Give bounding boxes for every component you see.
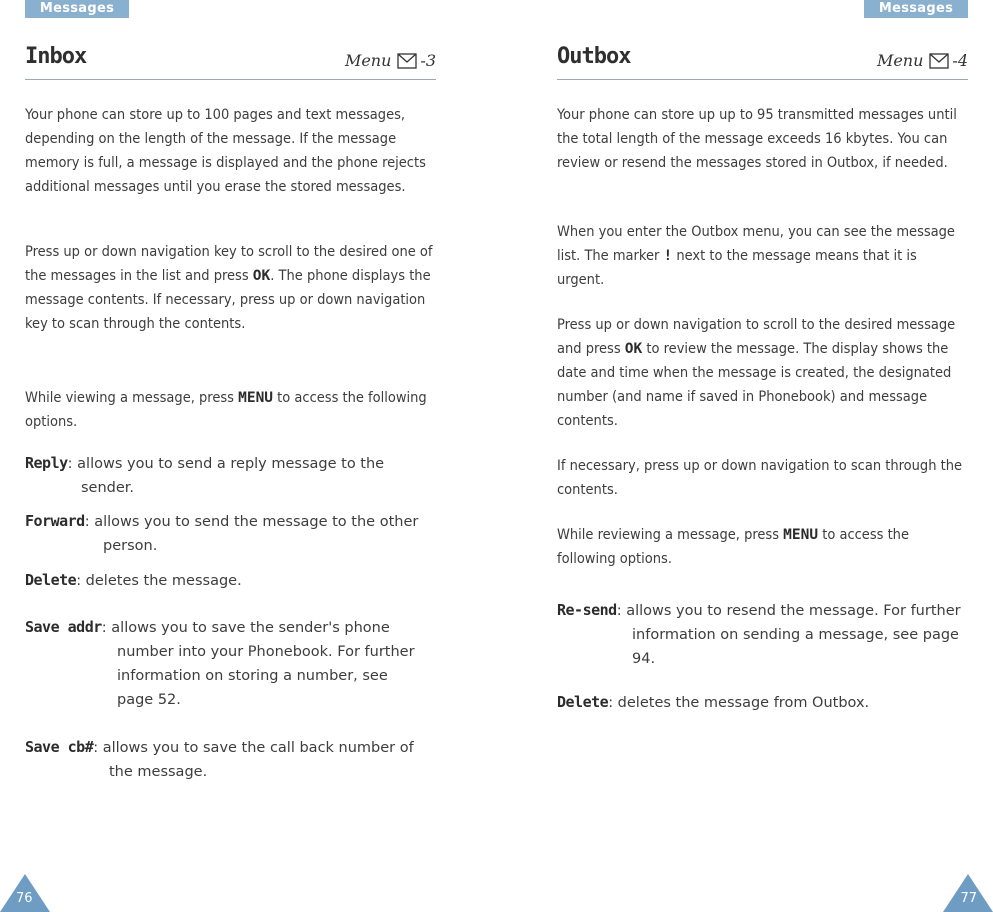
page-header bbox=[557, 44, 968, 80]
option-forward: Forward: allows you to send the message to the other person. bbox=[25, 512, 419, 554]
menu-number: -3 bbox=[420, 51, 436, 70]
menu-label: Menu bbox=[876, 51, 924, 70]
menu-reference bbox=[877, 51, 968, 70]
section-tab-right: Messages bbox=[864, 0, 968, 18]
menu-label: Menu bbox=[344, 51, 392, 70]
page-left bbox=[25, 0, 436, 912]
paragraph-intro: Your phone can store up up to 95 transmitted messages until the total length of the message exceeds 16 kbytes. You can review or resend the messages stored in Outbox, if needed. bbox=[557, 107, 957, 171]
page-number-left: 76 bbox=[16, 891, 33, 906]
urgent-marker: ! bbox=[663, 248, 673, 264]
paragraph-options-intro: While viewing a message, press MENU to access the following options. bbox=[25, 390, 427, 430]
paragraph-marker: When you enter the Outbox menu, you can see the message list. The marker ! next to the message means that it is urgent. bbox=[557, 224, 955, 288]
menu-reference bbox=[345, 51, 436, 70]
paragraph-review: Press up or down navigation to scroll to the desired message and press OK to review the message. The display shows the date and time when the message is created, the designated number (and name if saved in Phonebook) and message contents. bbox=[557, 317, 956, 429]
option-delete: Delete: deletes the message from Outbox. bbox=[557, 693, 870, 711]
paragraph-scan: If necessary, press up or down navigation to scan through the contents. bbox=[557, 458, 963, 498]
envelope-icon bbox=[397, 53, 417, 69]
option-save-addr: Save addr: allows you to save the sender's phone number into your Phonebook. For further information on storing a number, see page 52. bbox=[25, 618, 415, 708]
section-tab-left: Messages bbox=[25, 0, 129, 18]
page-header bbox=[25, 44, 436, 80]
paragraph-scroll: Press up or down navigation key to scroll to the desired one of the messages in the list and press OK. The phone displays the message contents. If necessary, press up or down navigation key to scan through the contents. bbox=[25, 244, 433, 332]
page-title: Inbox bbox=[25, 44, 87, 69]
paragraph-intro: Your phone can store up to 100 pages and text messages, depending on the length of the message. If the message memory is full, a message is displayed and the phone rejects additional messages until you erase the stored messages. bbox=[25, 107, 426, 195]
paragraph-options-intro: While reviewing a message, press MENU to access the following options. bbox=[557, 527, 909, 567]
ok-key-label: OK bbox=[252, 268, 271, 284]
page-title: Outbox bbox=[557, 44, 631, 69]
page-right bbox=[557, 0, 968, 912]
menu-key-label: MENU bbox=[783, 527, 819, 543]
option-delete: Delete: deletes the message. bbox=[25, 571, 242, 589]
option-save-cb: Save cb#: allows you to save the call back number of the message. bbox=[25, 738, 414, 780]
envelope-icon bbox=[929, 53, 949, 69]
option-reply: Reply: allows you to send a reply message to the sender. bbox=[25, 454, 385, 496]
menu-key-label: MENU bbox=[238, 390, 274, 406]
page-number-right: 77 bbox=[960, 891, 977, 906]
ok-key-label: OK bbox=[624, 341, 643, 357]
menu-number: -4 bbox=[952, 51, 968, 70]
option-resend: Re-send: allows you to resend the message. For further information on sending a message, see page 94. bbox=[557, 601, 961, 667]
